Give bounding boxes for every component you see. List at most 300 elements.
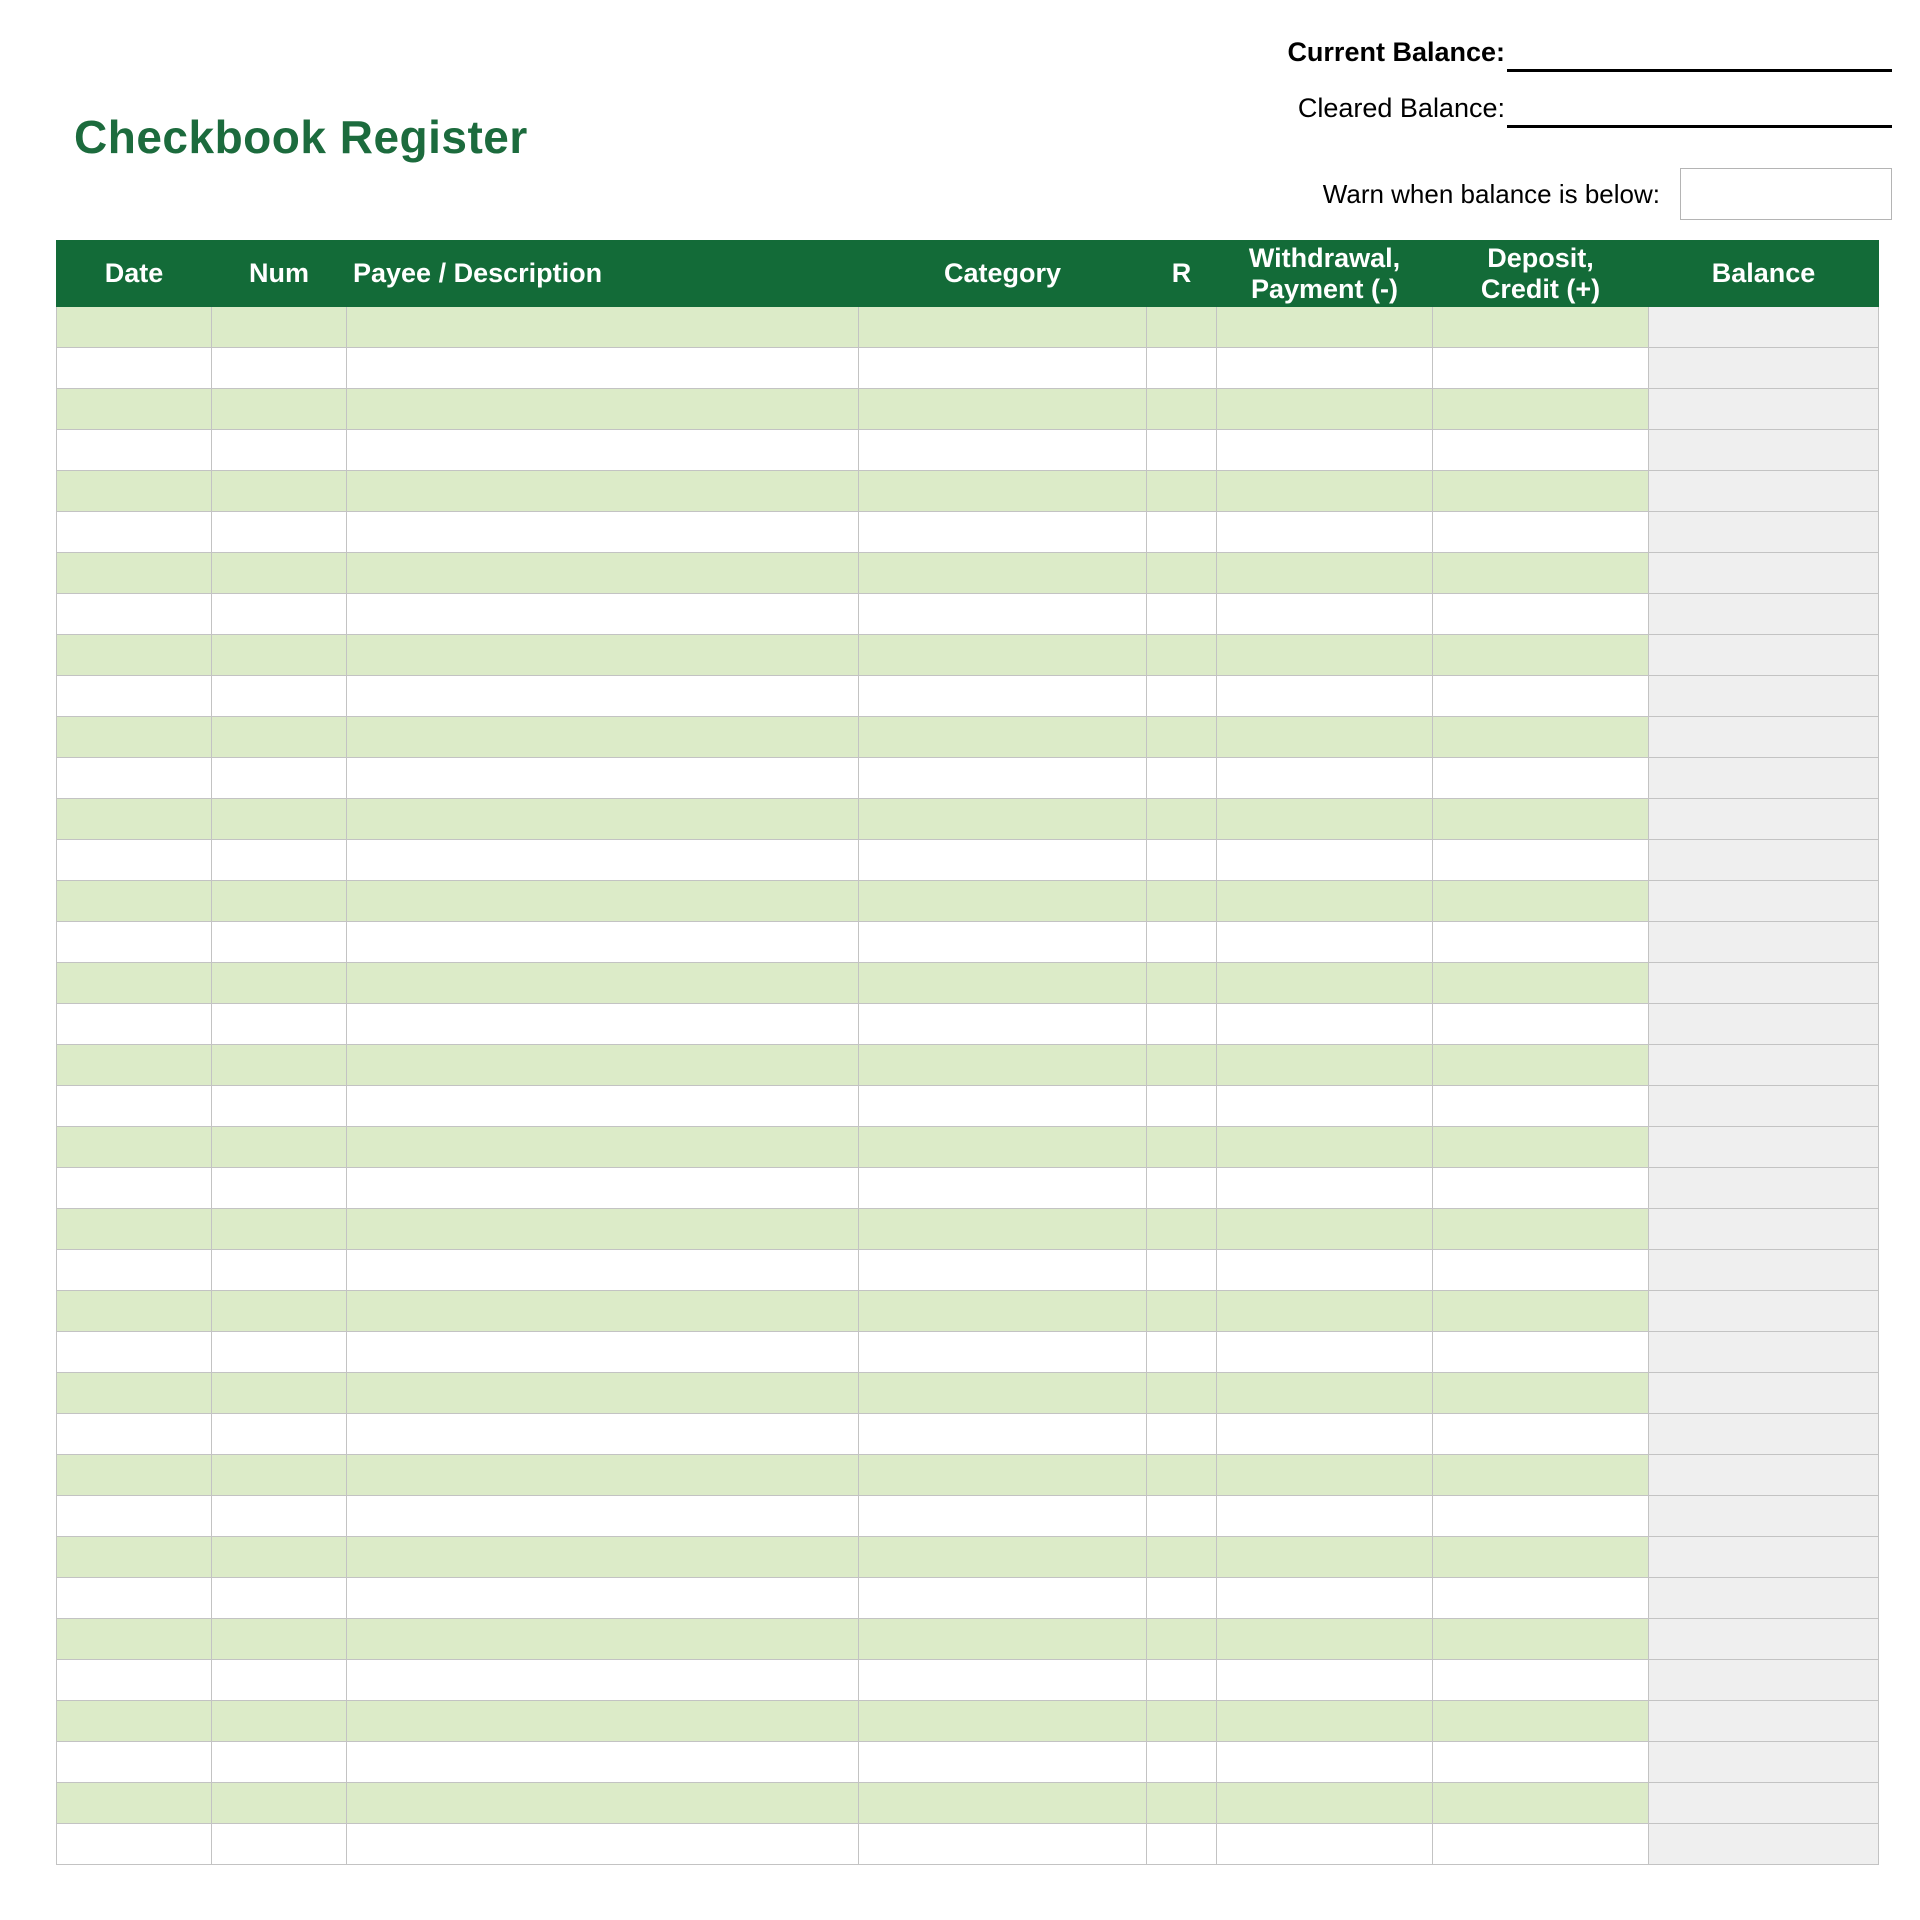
cell-deposit[interactable]: [1433, 635, 1649, 676]
cell-r[interactable]: [1147, 307, 1217, 348]
cell-balance[interactable]: [1649, 963, 1879, 1004]
cell-r[interactable]: [1147, 758, 1217, 799]
cell-category[interactable]: [859, 1168, 1147, 1209]
cell-withdrawal[interactable]: [1217, 1537, 1433, 1578]
cell-category[interactable]: [859, 799, 1147, 840]
cell-balance[interactable]: [1649, 1537, 1879, 1578]
cell-balance[interactable]: [1649, 758, 1879, 799]
cell-deposit[interactable]: [1433, 1373, 1649, 1414]
cell-category[interactable]: [859, 1660, 1147, 1701]
cell-withdrawal[interactable]: [1217, 1824, 1433, 1865]
cell-payee[interactable]: [347, 1291, 859, 1332]
cell-category[interactable]: [859, 1250, 1147, 1291]
cell-deposit[interactable]: [1433, 389, 1649, 430]
cell-date[interactable]: [57, 1291, 212, 1332]
cell-num[interactable]: [212, 717, 347, 758]
cell-r[interactable]: [1147, 1578, 1217, 1619]
cell-category[interactable]: [859, 471, 1147, 512]
cell-date[interactable]: [57, 1496, 212, 1537]
cell-date[interactable]: [57, 635, 212, 676]
cell-payee[interactable]: [347, 1496, 859, 1537]
cell-deposit[interactable]: [1433, 594, 1649, 635]
cell-r[interactable]: [1147, 553, 1217, 594]
cell-withdrawal[interactable]: [1217, 717, 1433, 758]
cell-num[interactable]: [212, 348, 347, 389]
cell-r[interactable]: [1147, 1701, 1217, 1742]
cell-balance[interactable]: [1649, 1250, 1879, 1291]
cell-payee[interactable]: [347, 348, 859, 389]
cell-withdrawal[interactable]: [1217, 1578, 1433, 1619]
cell-num[interactable]: [212, 1578, 347, 1619]
cell-payee[interactable]: [347, 717, 859, 758]
cell-balance[interactable]: [1649, 389, 1879, 430]
cell-deposit[interactable]: [1433, 881, 1649, 922]
cell-r[interactable]: [1147, 1373, 1217, 1414]
cell-payee[interactable]: [347, 1250, 859, 1291]
cell-r[interactable]: [1147, 963, 1217, 1004]
cell-category[interactable]: [859, 1414, 1147, 1455]
cell-payee[interactable]: [347, 1168, 859, 1209]
cell-deposit[interactable]: [1433, 1086, 1649, 1127]
cell-balance[interactable]: [1649, 1783, 1879, 1824]
cell-r[interactable]: [1147, 635, 1217, 676]
cell-deposit[interactable]: [1433, 1045, 1649, 1086]
cell-balance[interactable]: [1649, 1496, 1879, 1537]
cell-num[interactable]: [212, 307, 347, 348]
cell-deposit[interactable]: [1433, 840, 1649, 881]
cell-num[interactable]: [212, 676, 347, 717]
cell-withdrawal[interactable]: [1217, 676, 1433, 717]
cell-category[interactable]: [859, 922, 1147, 963]
column-header-deposit[interactable]: [1433, 241, 1649, 307]
cell-category[interactable]: [859, 1127, 1147, 1168]
cell-num[interactable]: [212, 553, 347, 594]
cell-balance[interactable]: [1649, 1127, 1879, 1168]
cell-payee[interactable]: [347, 1783, 859, 1824]
cell-payee[interactable]: [347, 1578, 859, 1619]
cell-r[interactable]: [1147, 1250, 1217, 1291]
cell-num[interactable]: [212, 881, 347, 922]
cell-withdrawal[interactable]: [1217, 1660, 1433, 1701]
cell-deposit[interactable]: [1433, 676, 1649, 717]
cell-date[interactable]: [57, 840, 212, 881]
cell-category[interactable]: [859, 553, 1147, 594]
cell-payee[interactable]: [347, 676, 859, 717]
column-header-date[interactable]: Date: [57, 241, 212, 307]
cell-num[interactable]: [212, 1455, 347, 1496]
cell-date[interactable]: [57, 1373, 212, 1414]
cell-r[interactable]: [1147, 1783, 1217, 1824]
cell-deposit[interactable]: [1433, 471, 1649, 512]
cell-category[interactable]: [859, 307, 1147, 348]
cell-balance[interactable]: [1649, 635, 1879, 676]
cell-withdrawal[interactable]: [1217, 1045, 1433, 1086]
cell-deposit[interactable]: [1433, 307, 1649, 348]
cell-deposit[interactable]: [1433, 1578, 1649, 1619]
cell-deposit[interactable]: [1433, 1291, 1649, 1332]
cell-num[interactable]: [212, 799, 347, 840]
cell-payee[interactable]: [347, 430, 859, 471]
cell-withdrawal[interactable]: [1217, 553, 1433, 594]
cell-withdrawal[interactable]: [1217, 1701, 1433, 1742]
cell-category[interactable]: [859, 1291, 1147, 1332]
cell-payee[interactable]: [347, 389, 859, 430]
cell-balance[interactable]: [1649, 1004, 1879, 1045]
warn-threshold-input[interactable]: [1680, 168, 1892, 220]
cell-withdrawal[interactable]: [1217, 922, 1433, 963]
cell-num[interactable]: [212, 1250, 347, 1291]
cell-payee[interactable]: [347, 1004, 859, 1045]
cell-num[interactable]: [212, 922, 347, 963]
cell-num[interactable]: [212, 1619, 347, 1660]
current-balance-field[interactable]: [1507, 37, 1892, 72]
cell-payee[interactable]: [347, 1537, 859, 1578]
cell-num[interactable]: [212, 471, 347, 512]
cell-deposit[interactable]: [1433, 1250, 1649, 1291]
cell-category[interactable]: [859, 1701, 1147, 1742]
cell-payee[interactable]: [347, 635, 859, 676]
cell-payee[interactable]: [347, 799, 859, 840]
cell-deposit[interactable]: [1433, 1701, 1649, 1742]
cell-date[interactable]: [57, 1619, 212, 1660]
cell-r[interactable]: [1147, 799, 1217, 840]
cell-date[interactable]: [57, 758, 212, 799]
cell-r[interactable]: [1147, 1619, 1217, 1660]
cell-withdrawal[interactable]: [1217, 635, 1433, 676]
cell-deposit[interactable]: [1433, 1660, 1649, 1701]
cell-withdrawal[interactable]: [1217, 881, 1433, 922]
cell-balance[interactable]: [1649, 430, 1879, 471]
cell-deposit[interactable]: [1433, 922, 1649, 963]
cell-payee[interactable]: [347, 1373, 859, 1414]
cell-category[interactable]: [859, 430, 1147, 471]
cell-date[interactable]: [57, 1168, 212, 1209]
cell-date[interactable]: [57, 1783, 212, 1824]
cell-payee[interactable]: [347, 963, 859, 1004]
cell-deposit[interactable]: [1433, 963, 1649, 1004]
cell-balance[interactable]: [1649, 471, 1879, 512]
cell-r[interactable]: [1147, 430, 1217, 471]
cell-category[interactable]: [859, 512, 1147, 553]
cell-payee[interactable]: [347, 1455, 859, 1496]
cell-balance[interactable]: [1649, 1086, 1879, 1127]
cell-deposit[interactable]: [1433, 512, 1649, 553]
cell-num[interactable]: [212, 1086, 347, 1127]
cell-deposit[interactable]: [1433, 348, 1649, 389]
cell-date[interactable]: [57, 1414, 212, 1455]
cell-r[interactable]: [1147, 1127, 1217, 1168]
cell-balance[interactable]: [1649, 1742, 1879, 1783]
cell-category[interactable]: [859, 1824, 1147, 1865]
cell-r[interactable]: [1147, 1660, 1217, 1701]
cell-category[interactable]: [859, 389, 1147, 430]
cell-date[interactable]: [57, 1455, 212, 1496]
cell-r[interactable]: [1147, 1537, 1217, 1578]
cell-deposit[interactable]: [1433, 1127, 1649, 1168]
cell-withdrawal[interactable]: [1217, 1373, 1433, 1414]
cell-r[interactable]: [1147, 1291, 1217, 1332]
cell-balance[interactable]: [1649, 881, 1879, 922]
cell-category[interactable]: [859, 1004, 1147, 1045]
cell-payee[interactable]: [347, 758, 859, 799]
cell-balance[interactable]: [1649, 1824, 1879, 1865]
cell-withdrawal[interactable]: [1217, 594, 1433, 635]
cell-balance[interactable]: [1649, 307, 1879, 348]
cell-withdrawal[interactable]: [1217, 799, 1433, 840]
cell-category[interactable]: [859, 963, 1147, 1004]
cell-date[interactable]: [57, 1824, 212, 1865]
cell-r[interactable]: [1147, 471, 1217, 512]
cell-balance[interactable]: [1649, 1414, 1879, 1455]
cell-balance[interactable]: [1649, 717, 1879, 758]
cell-num[interactable]: [212, 1783, 347, 1824]
cell-num[interactable]: [212, 1742, 347, 1783]
cell-deposit[interactable]: [1433, 1168, 1649, 1209]
cell-num[interactable]: [212, 1701, 347, 1742]
cell-withdrawal[interactable]: [1217, 389, 1433, 430]
cell-payee[interactable]: [347, 1701, 859, 1742]
cell-withdrawal[interactable]: [1217, 758, 1433, 799]
cell-payee[interactable]: [347, 881, 859, 922]
cell-num[interactable]: [212, 1291, 347, 1332]
cell-date[interactable]: [57, 881, 212, 922]
cell-deposit[interactable]: [1433, 1004, 1649, 1045]
cell-deposit[interactable]: [1433, 1496, 1649, 1537]
cell-payee[interactable]: [347, 1086, 859, 1127]
cleared-balance-field[interactable]: [1507, 93, 1892, 128]
column-header-category[interactable]: Category: [859, 241, 1147, 307]
cell-payee[interactable]: [347, 922, 859, 963]
cell-date[interactable]: [57, 1332, 212, 1373]
cell-date[interactable]: [57, 922, 212, 963]
cell-r[interactable]: [1147, 1742, 1217, 1783]
cell-withdrawal[interactable]: [1217, 1291, 1433, 1332]
cell-date[interactable]: [57, 1578, 212, 1619]
cell-date[interactable]: [57, 1004, 212, 1045]
cell-balance[interactable]: [1649, 1578, 1879, 1619]
cell-balance[interactable]: [1649, 1209, 1879, 1250]
cell-category[interactable]: [859, 840, 1147, 881]
cell-payee[interactable]: [347, 1209, 859, 1250]
cell-date[interactable]: [57, 1701, 212, 1742]
cell-balance[interactable]: [1649, 1332, 1879, 1373]
cell-r[interactable]: [1147, 881, 1217, 922]
cell-deposit[interactable]: [1433, 1455, 1649, 1496]
cell-payee[interactable]: [347, 1619, 859, 1660]
column-header-withdrawal[interactable]: [1217, 241, 1433, 307]
cell-r[interactable]: [1147, 1824, 1217, 1865]
cell-date[interactable]: [57, 1045, 212, 1086]
cell-date[interactable]: [57, 717, 212, 758]
cell-category[interactable]: [859, 1332, 1147, 1373]
cell-category[interactable]: [859, 1619, 1147, 1660]
cell-withdrawal[interactable]: [1217, 1496, 1433, 1537]
column-header-r[interactable]: R: [1147, 241, 1217, 307]
cell-date[interactable]: [57, 307, 212, 348]
cell-date[interactable]: [57, 1537, 212, 1578]
cell-num[interactable]: [212, 1660, 347, 1701]
cell-r[interactable]: [1147, 1496, 1217, 1537]
cell-withdrawal[interactable]: [1217, 1004, 1433, 1045]
cell-balance[interactable]: [1649, 1660, 1879, 1701]
cell-payee[interactable]: [347, 1660, 859, 1701]
column-header-num[interactable]: Num: [212, 241, 347, 307]
cell-category[interactable]: [859, 1496, 1147, 1537]
cell-category[interactable]: [859, 1209, 1147, 1250]
cell-balance[interactable]: [1649, 1455, 1879, 1496]
cell-r[interactable]: [1147, 1414, 1217, 1455]
cell-balance[interactable]: [1649, 594, 1879, 635]
cell-withdrawal[interactable]: [1217, 1455, 1433, 1496]
cell-r[interactable]: [1147, 1086, 1217, 1127]
cell-withdrawal[interactable]: [1217, 1250, 1433, 1291]
cell-withdrawal[interactable]: [1217, 348, 1433, 389]
cell-category[interactable]: [859, 1578, 1147, 1619]
cell-deposit[interactable]: [1433, 758, 1649, 799]
cell-date[interactable]: [57, 348, 212, 389]
cell-payee[interactable]: [347, 840, 859, 881]
cell-payee[interactable]: [347, 1127, 859, 1168]
cell-balance[interactable]: [1649, 553, 1879, 594]
cell-withdrawal[interactable]: [1217, 1168, 1433, 1209]
cell-deposit[interactable]: [1433, 1619, 1649, 1660]
cell-r[interactable]: [1147, 512, 1217, 553]
cell-date[interactable]: [57, 553, 212, 594]
cell-category[interactable]: [859, 717, 1147, 758]
cell-withdrawal[interactable]: [1217, 1209, 1433, 1250]
cell-r[interactable]: [1147, 348, 1217, 389]
cell-deposit[interactable]: [1433, 1783, 1649, 1824]
cell-deposit[interactable]: [1433, 1824, 1649, 1865]
cell-balance[interactable]: [1649, 1168, 1879, 1209]
cell-num[interactable]: [212, 512, 347, 553]
cell-deposit[interactable]: [1433, 553, 1649, 594]
cell-balance[interactable]: [1649, 676, 1879, 717]
cell-num[interactable]: [212, 594, 347, 635]
cell-r[interactable]: [1147, 1332, 1217, 1373]
cell-withdrawal[interactable]: [1217, 1086, 1433, 1127]
cell-withdrawal[interactable]: [1217, 512, 1433, 553]
cell-date[interactable]: [57, 963, 212, 1004]
cell-date[interactable]: [57, 1086, 212, 1127]
cell-num[interactable]: [212, 840, 347, 881]
cell-r[interactable]: [1147, 676, 1217, 717]
cell-date[interactable]: [57, 1660, 212, 1701]
cell-withdrawal[interactable]: [1217, 471, 1433, 512]
cell-withdrawal[interactable]: [1217, 430, 1433, 471]
cell-withdrawal[interactable]: [1217, 1742, 1433, 1783]
cell-r[interactable]: [1147, 1004, 1217, 1045]
cell-num[interactable]: [212, 758, 347, 799]
cell-category[interactable]: [859, 1086, 1147, 1127]
cell-deposit[interactable]: [1433, 1332, 1649, 1373]
cell-num[interactable]: [212, 1414, 347, 1455]
cell-category[interactable]: [859, 1742, 1147, 1783]
cell-num[interactable]: [212, 1332, 347, 1373]
cell-balance[interactable]: [1649, 799, 1879, 840]
cell-date[interactable]: [57, 1127, 212, 1168]
cell-balance[interactable]: [1649, 840, 1879, 881]
cell-deposit[interactable]: [1433, 1209, 1649, 1250]
cell-payee[interactable]: [347, 1414, 859, 1455]
cell-r[interactable]: [1147, 1045, 1217, 1086]
cell-withdrawal[interactable]: [1217, 963, 1433, 1004]
cell-category[interactable]: [859, 1045, 1147, 1086]
cell-payee[interactable]: [347, 1824, 859, 1865]
cell-num[interactable]: [212, 1824, 347, 1865]
cell-category[interactable]: [859, 348, 1147, 389]
cell-balance[interactable]: [1649, 1045, 1879, 1086]
cell-balance[interactable]: [1649, 1619, 1879, 1660]
cell-r[interactable]: [1147, 594, 1217, 635]
cell-withdrawal[interactable]: [1217, 307, 1433, 348]
cell-deposit[interactable]: [1433, 717, 1649, 758]
cell-category[interactable]: [859, 676, 1147, 717]
cell-payee[interactable]: [347, 512, 859, 553]
cell-date[interactable]: [57, 512, 212, 553]
cell-category[interactable]: [859, 1455, 1147, 1496]
cell-withdrawal[interactable]: [1217, 1783, 1433, 1824]
cell-category[interactable]: [859, 594, 1147, 635]
cell-num[interactable]: [212, 1209, 347, 1250]
cell-deposit[interactable]: [1433, 799, 1649, 840]
cell-num[interactable]: [212, 635, 347, 676]
cell-category[interactable]: [859, 635, 1147, 676]
cell-payee[interactable]: [347, 1045, 859, 1086]
cell-balance[interactable]: [1649, 1291, 1879, 1332]
cell-withdrawal[interactable]: [1217, 1127, 1433, 1168]
column-header-payee[interactable]: Payee / Description: [347, 241, 859, 307]
cell-r[interactable]: [1147, 717, 1217, 758]
cell-r[interactable]: [1147, 922, 1217, 963]
cell-payee[interactable]: [347, 471, 859, 512]
cell-category[interactable]: [859, 881, 1147, 922]
cell-num[interactable]: [212, 1496, 347, 1537]
cell-date[interactable]: [57, 1742, 212, 1783]
cell-payee[interactable]: [347, 307, 859, 348]
cell-date[interactable]: [57, 471, 212, 512]
cell-date[interactable]: [57, 676, 212, 717]
cell-date[interactable]: [57, 430, 212, 471]
cell-withdrawal[interactable]: [1217, 1414, 1433, 1455]
cell-num[interactable]: [212, 430, 347, 471]
cell-num[interactable]: [212, 1045, 347, 1086]
cell-payee[interactable]: [347, 553, 859, 594]
cell-num[interactable]: [212, 1004, 347, 1045]
cell-num[interactable]: [212, 1373, 347, 1414]
cell-category[interactable]: [859, 758, 1147, 799]
cell-num[interactable]: [212, 1537, 347, 1578]
cell-category[interactable]: [859, 1537, 1147, 1578]
cell-date[interactable]: [57, 1209, 212, 1250]
cell-date[interactable]: [57, 799, 212, 840]
cell-payee[interactable]: [347, 1332, 859, 1373]
cell-r[interactable]: [1147, 840, 1217, 881]
cell-deposit[interactable]: [1433, 430, 1649, 471]
cell-date[interactable]: [57, 389, 212, 430]
cell-category[interactable]: [859, 1783, 1147, 1824]
cell-date[interactable]: [57, 594, 212, 635]
cell-date[interactable]: [57, 1250, 212, 1291]
cell-r[interactable]: [1147, 1168, 1217, 1209]
column-header-balance[interactable]: Balance: [1649, 241, 1879, 307]
cell-withdrawal[interactable]: [1217, 840, 1433, 881]
cell-balance[interactable]: [1649, 1701, 1879, 1742]
cell-withdrawal[interactable]: [1217, 1619, 1433, 1660]
cell-num[interactable]: [212, 1127, 347, 1168]
cell-category[interactable]: [859, 1373, 1147, 1414]
cell-deposit[interactable]: [1433, 1742, 1649, 1783]
